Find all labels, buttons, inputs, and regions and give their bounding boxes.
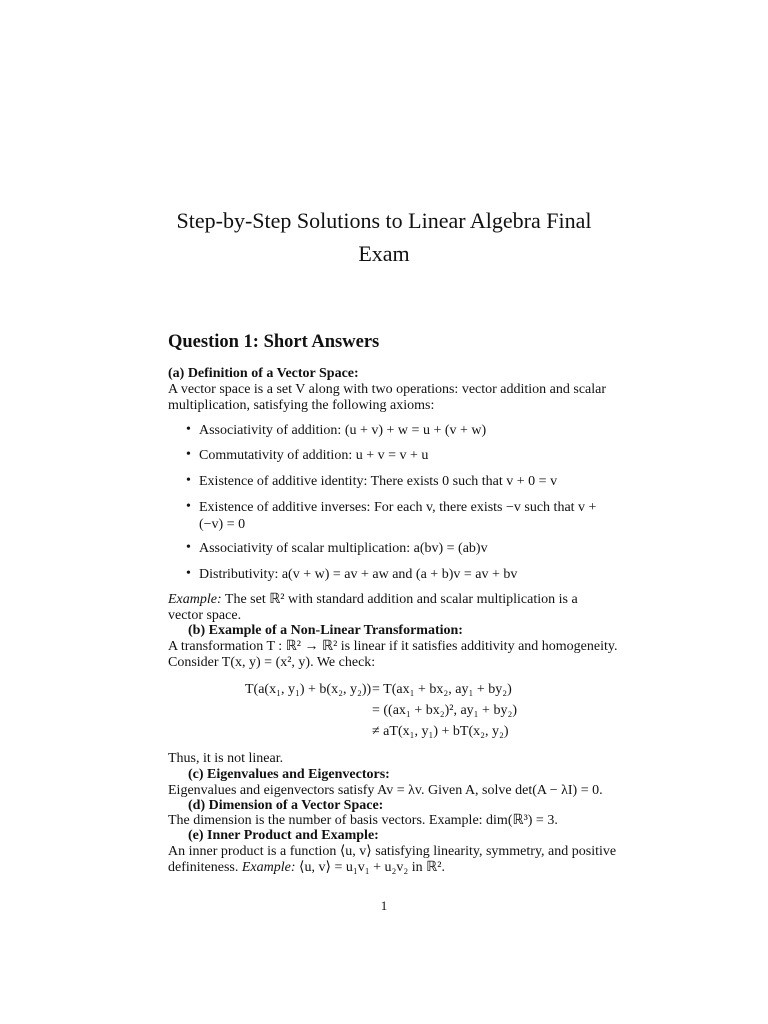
paragraph-line: An inner product is a function ⟨u, v⟩ satisfying linearity, symmetry, and positive [168, 844, 617, 859]
paragraph-text: definiteness. [168, 860, 239, 875]
subheading-e: (e) Inner Product and Example: [188, 828, 379, 843]
list-item: Associativity of scalar multiplication: a(bv) = (ab)v [199, 541, 488, 556]
list-item-continuation: (−v) = 0 [199, 517, 246, 532]
paragraph-line: vector space. [168, 608, 242, 623]
subheading-a: (a) Definition of a Vector Space: [168, 366, 359, 381]
example-text: The set ℝ² with standard addition and scalar multiplication is a [224, 592, 578, 607]
page-number: 1 [380, 898, 388, 913]
bullet-icon: • [186, 540, 191, 555]
equation-line: = T(ax₁ + bx₂, ay₁ + by₂) [372, 682, 512, 697]
paragraph-line: The dimension is the number of basis vectors. Example: dim(ℝ³) = 3. [168, 813, 558, 828]
section-heading: Question 1: Short Answers [168, 332, 380, 352]
paragraph-line: Eigenvalues and eigenvectors satisfy Av = λv. Given A, solve det(A − λI) = 0. [168, 783, 603, 798]
list-item: Distributivity: a(v + w) = av + aw and (a + b)v = av + bv [199, 567, 518, 582]
list-item: Existence of additive identity: There exists 0 such that v + 0 = v [199, 474, 558, 489]
example-line [168, 591, 578, 608]
paragraph-line: Consider T(x, y) = (x², y). We check: [168, 655, 376, 670]
bullet-icon: • [186, 422, 191, 437]
equation-line: ≠ aT(x₁, y₁) + bT(x₂, y₂) [372, 724, 509, 739]
example-text: ⟨u, v⟩ = u₁v₁ + u₂v₂ in ℝ². [299, 860, 445, 875]
document-title: Step-by-Step Solutions to Linear Algebra Final Exam [176, 208, 592, 266]
list-item: Associativity of addition: (u + v) + w = u + (v + w) [199, 423, 487, 438]
bullet-icon: • [186, 447, 191, 462]
subheading-c: (c) Eigenvalues and Eigenvectors: [188, 767, 390, 782]
paragraph-line: multiplication, satisfying the following axioms: [168, 398, 435, 413]
list-item: Existence of additive inverses: For each v, there exists −v such that v + [199, 500, 597, 515]
bullet-icon: • [186, 566, 191, 581]
example-label: Example: [168, 592, 222, 607]
bullet-icon: • [186, 473, 191, 488]
paragraph-line: A vector space is a set V along with two operations: vector addition and scalar [168, 382, 607, 397]
paragraph-line: A transformation T : ℝ² → ℝ² is linear if it satisfies additivity and homogeneity. [168, 639, 618, 654]
subheading-b: (b) Example of a Non-Linear Transformation: [188, 623, 463, 638]
paragraph-line [168, 859, 445, 876]
bullet-icon: • [186, 499, 191, 514]
equation-lhs: T(a(x₁, y₁) + b(x₂, y₂)) [245, 682, 372, 697]
paragraph-line: Thus, it is not linear. [168, 751, 284, 766]
list-item: Commutativity of addition: u + v = v + u [199, 448, 429, 463]
subheading-d: (d) Dimension of a Vector Space: [188, 798, 384, 813]
example-label: Example: [241, 860, 296, 875]
equation-line: = ((ax₁ + bx₂)², ay₁ + by₂) [372, 703, 517, 718]
